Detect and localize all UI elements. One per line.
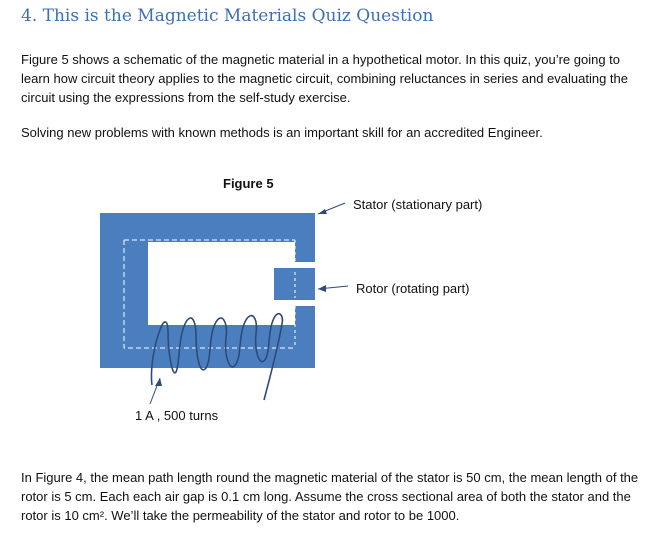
question-heading: 4. This is the Magnetic Materials Quiz Question [21, 6, 434, 26]
rotor-arrow-head [318, 285, 326, 292]
rotor-label: Rotor (rotating part) [356, 281, 470, 296]
coil-label: 1 A , 500 turns [135, 408, 219, 423]
coil-pointer-head [155, 378, 162, 386]
intro-paragraph: Figure 5 shows a schematic of the magnetic material in a hypothetical motor. In this quiz, you’re going to learn how circuit theory applies to the magnetic circuit, combining reluctances in series and evaluating the circuit using the expressions from the self-study exercise. [21, 52, 628, 105]
figure-caption: Figure 5 [223, 176, 274, 191]
skill-note-paragraph: Solving new problems with known methods is an important skill for an accredited Engineer. [21, 125, 543, 140]
problem-paragraph: In Figure 4, the mean path length round the magnetic material of the stator is 50 cm, the mean length of the rotor is 5 cm. Each each air gap is 0.1 cm long. Assume the cross sectional area of both the stator and the rotor is 10 cm². We’ll take the permeability of the stator and rotor to be 1000. [21, 470, 639, 523]
stator-arrow-head [318, 209, 327, 214]
stator-label: Stator (stationary part) [353, 197, 483, 212]
